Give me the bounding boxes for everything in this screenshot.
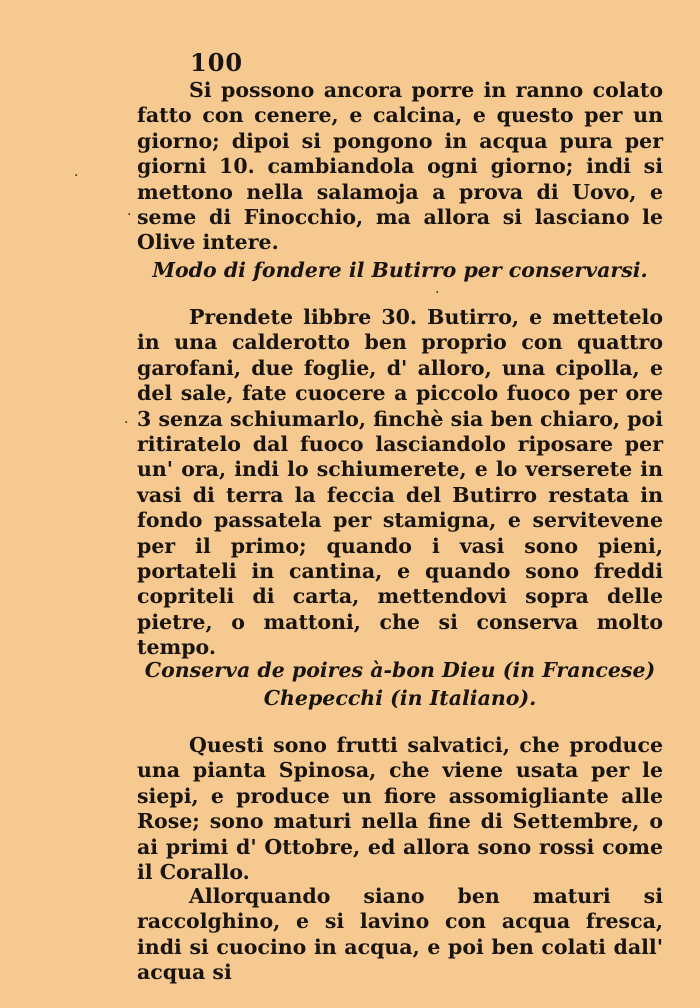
paper-speck: ·	[127, 207, 132, 223]
page-number: 100	[190, 48, 244, 77]
heading-pear-conserve-line-2: Chepecchi (in Italiano).	[263, 686, 537, 710]
paragraph-butter-recipe: Prendete libbre 30. Butirro, e mettetelo in una calderotto ben proprio con quattro garofani, due foglie, d' alloro, una cipolla, e del sale, fate cuocere a piccolo fuoco per ore 3 senza schiumarlo, finchè sia ben chiaro, poi ritiratelo dal fuoco lasciandolo riposare per un' ora, indi lo schiumerete, e lo verserete in vasi di terra la feccia del Butirro restata in fondo passatela per stamigna, e servitevene per il primo; quando i vasi sono pieni, portateli in cantina, e quando sono freddi copriteli di carta, mettendovi sopra delle pietre, o mattoni, che si conserva molto tempo.	[137, 305, 663, 660]
paragraph-preparation: Allorquando siano ben maturi si raccolghino, e si lavino con acqua fresca, indi si cuocino in acqua, e poi ben colati dall' acqua si	[137, 884, 663, 985]
paper-speck: ·	[74, 168, 79, 184]
paper-speck: ·	[435, 285, 440, 301]
paper-speck: ·	[124, 415, 129, 431]
heading-pear-conserve-line-1: Conserva de poires à-bon Dieu (in Francese)	[144, 658, 656, 682]
paragraph-fruit-description: Questi sono frutti salvatici, che produce una pianta Spinosa, che viene usata per le siepi, e produce un fiore assomigliante alle Rose; sono maturi nella fine di Settembre, o ai primi d' Ottobre, ed allora sono rossi come il Corallo.	[137, 733, 663, 885]
heading-pear-conserve	[137, 656, 663, 712]
paragraph-olive-preservation: Si possono ancora porre in ranno colato fatto con cenere, e calcina, e questo per un giorno; dipoi si pongono in acqua pura per giorni 10. cambiandola ogni giorno; indi si mettono nella salamoja a prova di Uovo, e seme di Finocchio, ma allora si lasciano le Olive intere.	[137, 78, 663, 255]
heading-butter-section: Modo di fondere il Butirro per conservarsi.	[152, 258, 648, 282]
